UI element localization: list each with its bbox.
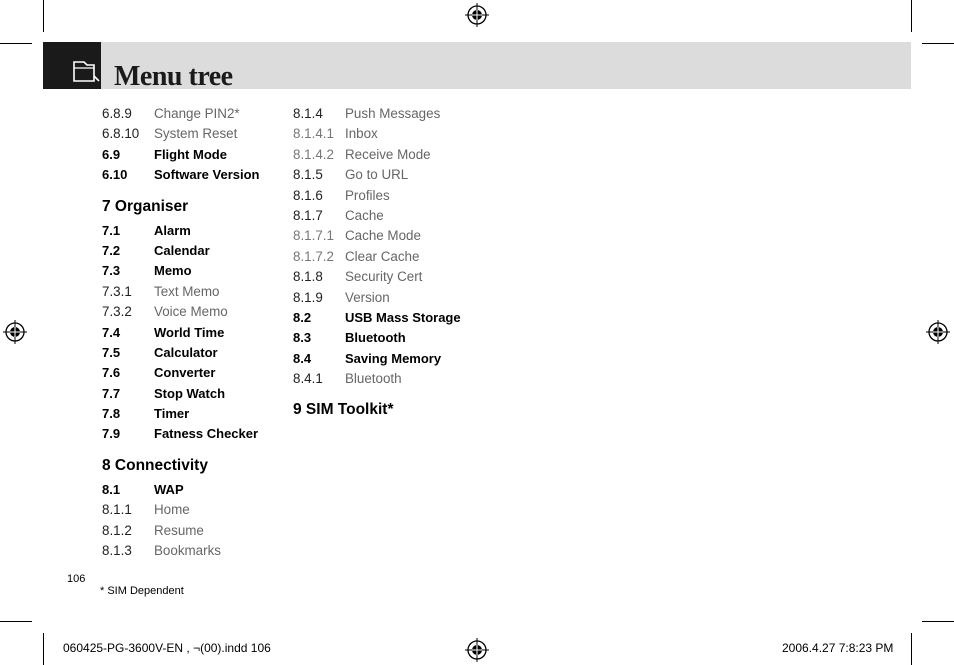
- menu-item: [102, 165, 282, 185]
- menu-item: [102, 521, 282, 541]
- menu-item-number: 8.1.7: [293, 207, 323, 223]
- section-heading: 8 Connectivity: [102, 456, 208, 474]
- menu-item: [293, 165, 493, 185]
- menu-item-label: Inbox: [345, 126, 378, 142]
- menu-item-label: Alarm: [154, 222, 191, 238]
- crop-mark: [43, 633, 44, 665]
- menu-item-number: 8.1.9: [293, 289, 323, 305]
- crop-mark: [922, 43, 954, 44]
- crop-mark: [922, 621, 954, 622]
- menu-item: [293, 288, 493, 308]
- section-heading: 9 SIM Toolkit*: [293, 401, 394, 419]
- menu-item: [293, 369, 493, 389]
- slug-filename: 060425-PG-3600V-EN , ¬(00).indd 106: [63, 641, 271, 655]
- menu-item-number: 8.1.4.2: [293, 146, 334, 162]
- menu-item: [102, 424, 282, 444]
- menu-item-label: Converter: [154, 365, 216, 381]
- menu-item-number: 8.4.1: [293, 371, 323, 387]
- menu-item: [102, 323, 282, 343]
- menu-item-label: Resume: [154, 522, 204, 538]
- folder-icon: [72, 58, 100, 84]
- menu-item-label: Text Memo: [154, 283, 220, 299]
- menu-item: [102, 500, 282, 520]
- menu-item: [293, 247, 493, 267]
- registration-mark-icon: [3, 320, 27, 344]
- menu-item-label: Home: [154, 502, 190, 518]
- menu-item-number: 6.8.10: [102, 126, 140, 142]
- menu-item: [102, 302, 282, 322]
- menu-item-number: 8.1: [102, 481, 121, 497]
- page-title: Menu tree: [114, 61, 233, 92]
- menu-item-label: Go to URL: [345, 167, 409, 183]
- menu-item-number: 8.1.4: [293, 106, 323, 121]
- menu-item-label: Change PIN2*: [154, 106, 240, 121]
- menu-item-label: Cache: [345, 207, 384, 223]
- menu-item-number: 6.8.9: [102, 106, 132, 121]
- menu-item-number: 7.3.1: [102, 283, 132, 299]
- menu-item-label: Flight Mode: [154, 146, 227, 162]
- registration-mark-icon: [926, 320, 950, 344]
- menu-item-number: 8.1.6: [293, 187, 323, 203]
- menu-item-number: 8.2: [293, 309, 312, 325]
- menu-item: [293, 206, 493, 226]
- menu-item: [102, 343, 282, 363]
- menu-item-number: 8.1.8: [293, 269, 323, 285]
- menu-item: [293, 226, 493, 246]
- menu-item-number: 7.7: [102, 385, 121, 401]
- menu-item: [293, 186, 493, 206]
- crop-mark: [911, 0, 912, 32]
- menu-item: [102, 480, 282, 500]
- section-heading: 7 Organiser: [102, 197, 189, 215]
- menu-item-number: 6.9: [102, 146, 121, 162]
- menu-item: [293, 308, 493, 328]
- menu-item-number: 8.3: [293, 330, 312, 346]
- menu-item-label: System Reset: [154, 126, 238, 142]
- menu-item: [102, 363, 282, 383]
- menu-item-number: 7.2: [102, 242, 121, 258]
- menu-item: [102, 541, 282, 561]
- menu-item-number: 8.1.7.2: [293, 248, 334, 264]
- menu-item-label: Bookmarks: [154, 543, 221, 559]
- menu-item: [102, 104, 282, 124]
- menu-item-number: 8.1.2: [102, 522, 132, 538]
- menu-item-label: Bluetooth: [345, 371, 402, 387]
- menu-item: [102, 241, 282, 261]
- menu-item-number: 7.5: [102, 344, 121, 360]
- menu-item: [102, 124, 282, 144]
- menu-item: [102, 384, 282, 404]
- page-number: 106: [67, 573, 86, 585]
- menu-item-label: Saving Memory: [345, 350, 442, 366]
- menu-item-label: Timer: [154, 406, 190, 422]
- menu-item-label: Version: [345, 289, 390, 305]
- menu-item-label: Security Cert: [345, 269, 423, 285]
- menu-item-number: 7.1: [102, 222, 121, 238]
- menu-column-right: [293, 104, 493, 424]
- menu-item-label: Fatness Checker: [154, 426, 259, 442]
- menu-item-number: 8.1.4.1: [293, 126, 334, 142]
- menu-item-label: Push Messages: [345, 106, 441, 121]
- menu-item-label: Receive Mode: [345, 146, 431, 162]
- menu-item-label: Calculator: [154, 344, 218, 360]
- menu-item-number: 7.3: [102, 263, 121, 279]
- menu-item: [293, 124, 493, 144]
- menu-item-label: Calendar: [154, 242, 210, 258]
- menu-item-label: Cache Mode: [345, 228, 421, 244]
- menu-item: [102, 261, 282, 281]
- menu-item: [293, 267, 493, 287]
- crop-mark: [43, 0, 44, 32]
- crop-mark: [0, 621, 32, 622]
- menu-item-number: 8.1.3: [102, 543, 132, 559]
- menu-item-number: 8.1.1: [102, 502, 132, 518]
- menu-item: [293, 349, 493, 369]
- menu-item-number: 7.6: [102, 365, 121, 381]
- menu-item-label: WAP: [154, 481, 184, 497]
- menu-item-label: Software Version: [154, 167, 260, 183]
- menu-column-left: [102, 104, 282, 561]
- menu-item-label: Bluetooth: [345, 330, 406, 346]
- menu-item: [293, 328, 493, 348]
- menu-item-number: 8.4: [293, 350, 312, 366]
- menu-item: [102, 282, 282, 302]
- menu-item-label: Profiles: [345, 187, 390, 203]
- registration-mark-icon: [465, 3, 489, 27]
- menu-item: [293, 104, 493, 124]
- slug-timestamp: 2006.4.27 7:8:23 PM: [782, 641, 894, 655]
- menu-item-number: 8.1.7.1: [293, 228, 334, 244]
- menu-item-label: USB Mass Storage: [345, 309, 461, 325]
- menu-item-number: 6.10: [102, 167, 128, 183]
- menu-item-label: World Time: [154, 324, 225, 340]
- registration-mark-icon: [465, 638, 489, 662]
- menu-item-number: 7.3.2: [102, 304, 132, 320]
- menu-item-label: Clear Cache: [345, 248, 420, 264]
- crop-mark: [0, 43, 32, 44]
- menu-item: [102, 221, 282, 241]
- menu-item-label: Voice Memo: [154, 304, 228, 320]
- menu-item: [102, 145, 282, 165]
- menu-item-number: 8.1.5: [293, 167, 323, 183]
- menu-item: [293, 145, 493, 165]
- menu-item-label: Stop Watch: [154, 385, 226, 401]
- footnote: * SIM Dependent: [100, 585, 184, 597]
- crop-mark: [911, 633, 912, 665]
- menu-item: [102, 404, 282, 424]
- menu-item-number: 7.4: [102, 324, 121, 340]
- menu-item-number: 7.9: [102, 426, 121, 442]
- menu-item-label: Memo: [154, 263, 192, 279]
- menu-item-number: 7.8: [102, 406, 121, 422]
